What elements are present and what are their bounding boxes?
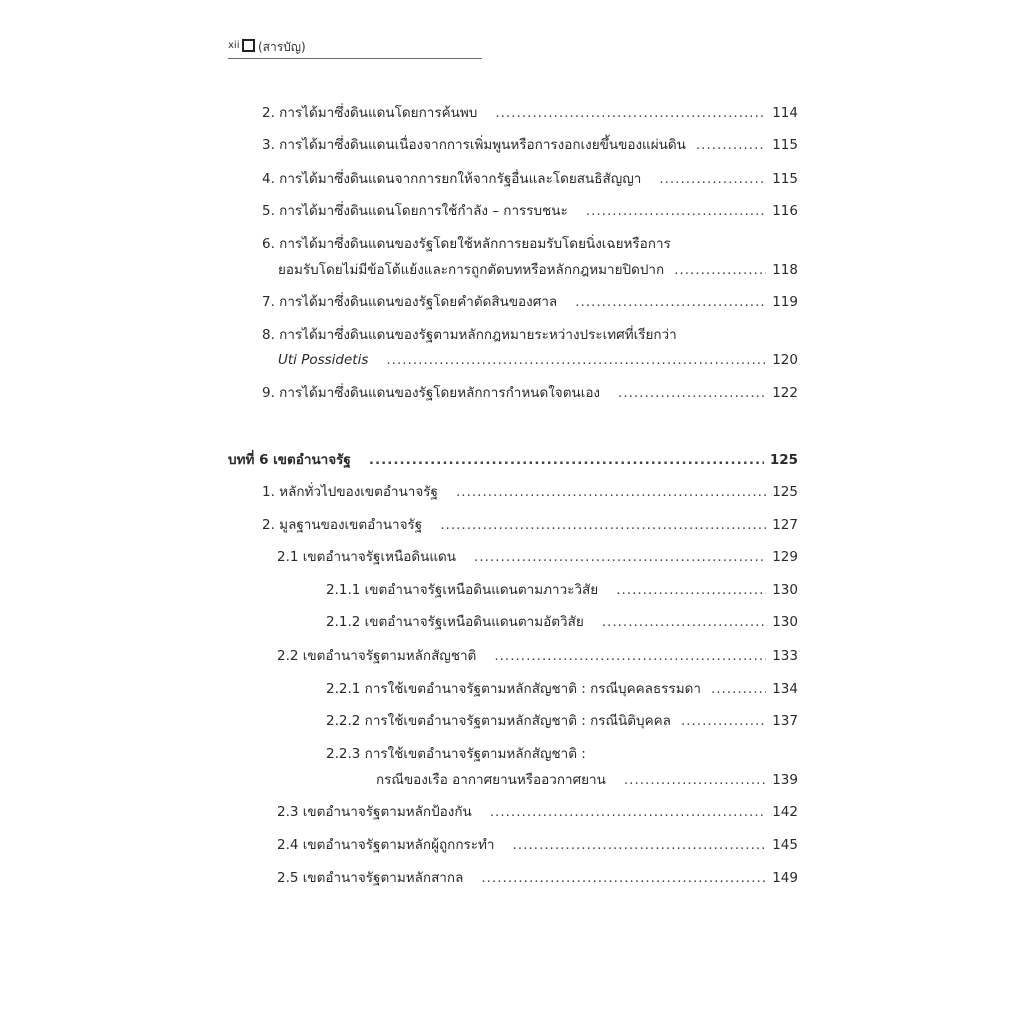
dot-leader [711, 680, 766, 698]
toc-entry-title-line2: Uti Possidetis [278, 352, 369, 368]
toc-entry[interactable] [326, 581, 798, 599]
toc-entry-title-line2: ยอมรับโดยไม่มีข้อโต้แย้งและการถูกตัดบทหรือหลักกฎหมายปิดปาก [278, 262, 665, 278]
dot-leader [495, 104, 766, 122]
toc-entry-title: 2.1.2 เขตอำนาจรัฐเหนือดินแดนตามอัตวิสัย [326, 614, 584, 630]
dot-leader [696, 136, 766, 154]
toc-entry-title: 1. หลักทั่วไปของเขตอำนาจรัฐ [262, 484, 439, 500]
toc-entry[interactable] [262, 483, 798, 501]
dot-leader [456, 483, 766, 501]
toc-entry[interactable] [278, 351, 798, 369]
toc-entry-title: 2.1 เขตอำนาจรัฐเหนือดินแดน [277, 549, 457, 565]
toc-entry-page: 116 [772, 203, 798, 219]
toc-entry-page: 127 [772, 517, 798, 533]
toc-entry[interactable] [278, 261, 798, 279]
toc-entry-page: 139 [772, 772, 798, 788]
toc-entry-page: 149 [772, 870, 798, 886]
chapter-title: บทที่ 6 เขตอำนาจรัฐ [228, 452, 351, 468]
dot-leader [616, 581, 766, 599]
toc-entry[interactable] [277, 548, 798, 566]
toc-entry-title: 2.3 เขตอำนาจรัฐตามหลักป้องกัน [277, 804, 472, 820]
section-title: (สารบัญ) [258, 40, 306, 54]
toc-entry-title: 2.4 เขตอำนาจรัฐตามหลักผู้ถูกกระทำ [277, 837, 495, 853]
toc-entry[interactable] [262, 384, 798, 402]
toc-entry-title: 2. มูลฐานของเขตอำนาจรัฐ [262, 517, 423, 533]
toc-entry-title: 4. การได้มาซึ่งดินแดนจากการยกให้จากรัฐอื่นและโดยสนธิสัญญา [262, 171, 642, 187]
toc-entry[interactable] [277, 836, 798, 854]
toc-entry-title: 7. การได้มาซึ่งดินแดนของรัฐโดยคำตัดสินของศาล [262, 294, 558, 310]
toc-entry[interactable] [326, 680, 798, 698]
toc-entry[interactable] [262, 202, 798, 220]
toc-entry-page: 130 [772, 614, 798, 630]
dot-leader [490, 803, 766, 821]
toc-entry-title: 2.2 เขตอำนาจรัฐตามหลักสัญชาติ [277, 648, 477, 664]
dot-leader [494, 647, 766, 665]
dot-leader [586, 202, 766, 220]
toc-entry-title: 2.2.1 การใช้เขตอำนาจรัฐตามหลักสัญชาติ : กรณีบุคคลธรรมดา [326, 681, 701, 697]
dot-leader [624, 771, 766, 789]
toc-entry[interactable] [326, 613, 798, 631]
toc-entry-title: 2.2.2 การใช้เขตอำนาจรัฐตามหลักสัญชาติ : กรณีนิติบุคคล [326, 713, 671, 729]
running-header [228, 36, 482, 59]
toc-entry[interactable] [262, 170, 798, 188]
toc-entry-page: 145 [772, 837, 798, 853]
toc-entry[interactable] [277, 647, 798, 665]
toc-entry[interactable] [277, 869, 798, 887]
dot-leader [618, 384, 766, 402]
toc-entry[interactable] [262, 104, 798, 122]
page-number-label: xii [228, 40, 240, 51]
toc-entry[interactable] [262, 516, 798, 534]
dot-leader [575, 293, 766, 311]
toc-entry-title-line1: 8. การได้มาซึ่งดินแดนของรัฐตามหลักกฎหมายระหว่างประเทศที่เรียกว่า [262, 327, 677, 343]
toc-entry-title: 5. การได้มาซึ่งดินแดนโดยการใช้กำลัง – การรบชนะ [262, 203, 568, 219]
dot-leader [659, 170, 766, 188]
dot-leader [386, 351, 766, 369]
toc-chapter-entry[interactable] [228, 451, 798, 469]
toc-entry[interactable] [376, 771, 798, 789]
toc-entry-title: 2.1.1 เขตอำนาจรัฐเหนือดินแดนตามภาวะวิสัย [326, 582, 599, 598]
toc-entry[interactable] [262, 136, 798, 154]
toc-entry-title: 2. การได้มาซึ่งดินแดนโดยการค้นพบ [262, 105, 478, 121]
toc-entry[interactable] [326, 712, 798, 730]
checkbox-square-icon [242, 39, 255, 52]
toc-entry-title-line1: 6. การได้มาซึ่งดินแดนของรัฐโดยใช้หลักการยอมรับโดยนิ่งเฉยหรือการ [262, 236, 671, 252]
toc-entry-page: 137 [772, 713, 798, 729]
toc-entry-page: 120 [772, 352, 798, 368]
dot-leader [602, 613, 766, 631]
dot-leader [474, 548, 766, 566]
toc-entry-page: 133 [772, 648, 798, 664]
chapter-page: 125 [769, 452, 798, 468]
dot-leader [481, 869, 766, 887]
toc-entry-page: 115 [772, 171, 798, 187]
toc-entry[interactable] [262, 293, 798, 311]
toc-entry-page: 142 [772, 804, 798, 820]
dot-leader [440, 516, 766, 534]
toc-entry-page: 129 [772, 549, 798, 565]
dot-leader [674, 261, 766, 279]
toc-entry-title: 3. การได้มาซึ่งดินแดนเนื่องจากการเพิ่มพูนหรือการงอกเงยขึ้นของแผ่นดิน [262, 137, 686, 153]
toc-entry-page: 119 [772, 294, 798, 310]
toc-entry-page: 115 [772, 137, 798, 153]
dot-leader [512, 836, 766, 854]
toc-entry-page: 122 [772, 385, 798, 401]
toc-entry-page: 134 [772, 681, 798, 697]
dot-leader [681, 712, 766, 730]
dot-leader [369, 451, 764, 469]
toc-entry[interactable] [277, 803, 798, 821]
toc-entry-page: 125 [772, 484, 798, 500]
toc-entry-page: 118 [772, 262, 798, 278]
toc-entry-page: 130 [772, 582, 798, 598]
toc-entry-page: 114 [772, 105, 798, 121]
toc-entry-title-line2: กรณีของเรือ อากาศยานหรืออวกาศยาน [376, 772, 606, 788]
toc-entry-title: 2.5 เขตอำนาจรัฐตามหลักสากล [277, 870, 464, 886]
toc-entry-title: 9. การได้มาซึ่งดินแดนของรัฐโดยหลักการกำหนดใจตนเอง [262, 385, 601, 401]
toc-entry-title-line1: 2.2.3 การใช้เขตอำนาจรัฐตามหลักสัญชาติ : [326, 746, 586, 762]
